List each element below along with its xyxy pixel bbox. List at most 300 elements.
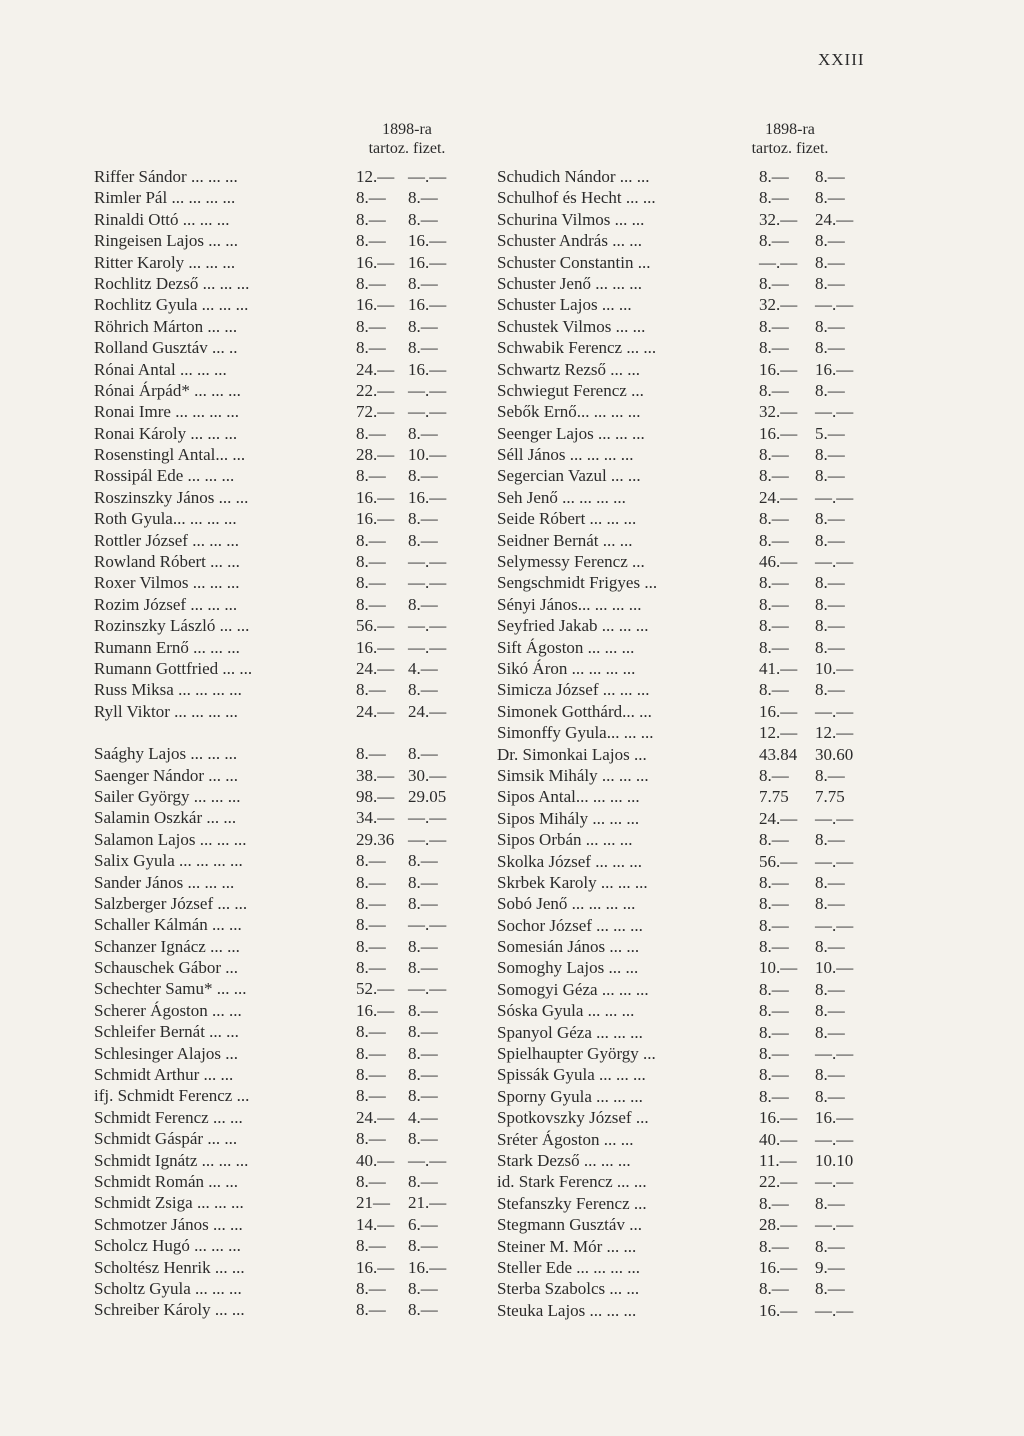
due-amount: 8.— bbox=[356, 915, 386, 935]
paid-amount: —.— bbox=[815, 1129, 854, 1149]
member-name: Salamin Oszkár ... ... bbox=[94, 808, 237, 828]
paid-amount: 8.— bbox=[815, 445, 845, 465]
list-item bbox=[497, 872, 887, 893]
member-name: Röhrich Márton ... ... bbox=[94, 316, 238, 336]
due-amount: 22.— bbox=[356, 380, 395, 400]
list-item bbox=[497, 1150, 887, 1171]
list-item bbox=[94, 572, 474, 593]
member-name: Schuster András ... ... bbox=[497, 231, 642, 251]
paid-amount: —.— bbox=[408, 1150, 447, 1170]
due-amount: 8.— bbox=[356, 872, 386, 892]
paid-amount: 8.— bbox=[408, 1000, 438, 1020]
paid-amount: 16.— bbox=[408, 252, 447, 272]
page-number: XXIII bbox=[818, 50, 865, 69]
header-year: 1898-ra bbox=[765, 121, 815, 138]
list-item bbox=[94, 530, 474, 551]
list-item bbox=[94, 1171, 474, 1192]
paid-amount: 8.— bbox=[815, 530, 845, 550]
member-name: Schreiber Károly ... ... bbox=[94, 1300, 245, 1320]
due-amount: 8.— bbox=[356, 680, 386, 700]
list-item bbox=[497, 936, 887, 957]
member-name: Séll János ... ... ... ... bbox=[497, 445, 634, 465]
due-amount: 16.— bbox=[759, 1108, 798, 1128]
due-amount: 98.— bbox=[356, 786, 395, 806]
due-amount: 56.— bbox=[759, 851, 798, 871]
list-item bbox=[94, 615, 474, 636]
due-amount: 8.— bbox=[759, 1022, 789, 1042]
due-amount: 8.— bbox=[759, 616, 789, 636]
paid-amount: 8.— bbox=[815, 637, 845, 657]
paid-amount: 8.— bbox=[408, 1278, 438, 1298]
list-item bbox=[497, 915, 887, 936]
list-item bbox=[497, 1064, 887, 1085]
member-name: Seh Jenő ... ... ... ... bbox=[497, 487, 626, 507]
paid-amount: 16.— bbox=[408, 295, 447, 315]
list-item bbox=[497, 423, 887, 444]
member-name: Steller Ede ... ... ... ... bbox=[497, 1257, 641, 1277]
paid-amount: 8.— bbox=[408, 872, 438, 892]
due-amount: 8.— bbox=[759, 445, 789, 465]
paid-amount: —.— bbox=[408, 402, 447, 422]
paid-amount: —.— bbox=[408, 979, 447, 999]
left-column-header bbox=[337, 120, 477, 158]
member-name: Schmidt Gáspár ... ... bbox=[94, 1129, 238, 1149]
list-item bbox=[497, 1236, 887, 1257]
paid-amount: —.— bbox=[815, 487, 854, 507]
header-year: 1898-ra bbox=[382, 121, 432, 138]
list-item bbox=[94, 359, 474, 380]
list-item bbox=[497, 786, 887, 807]
list-item bbox=[94, 1278, 474, 1299]
list-item bbox=[497, 594, 887, 615]
list-item bbox=[94, 273, 474, 294]
paid-amount: 16.— bbox=[815, 359, 854, 379]
paid-amount: 8.— bbox=[815, 937, 845, 957]
member-name: Scholcz Hugó ... ... ... bbox=[94, 1236, 241, 1256]
list-item bbox=[497, 679, 887, 700]
list-item bbox=[497, 508, 887, 529]
list-item bbox=[94, 872, 474, 893]
paid-amount: 10.— bbox=[408, 445, 447, 465]
member-name: Skolka József ... ... ... bbox=[497, 851, 642, 871]
paid-amount: 8.— bbox=[408, 1129, 438, 1149]
due-amount: 24.— bbox=[356, 1107, 395, 1127]
list-item bbox=[94, 316, 474, 337]
due-amount: —.— bbox=[759, 252, 798, 272]
member-name: Saenger Nándor ... ... bbox=[94, 765, 238, 785]
due-amount: 8.— bbox=[759, 338, 789, 358]
paid-amount: 8.— bbox=[815, 273, 845, 293]
due-amount: 8.— bbox=[759, 1001, 789, 1021]
member-name: Seenger Lajos ... ... ... bbox=[497, 423, 645, 443]
member-name: Rochlitz Gyula ... ... ... bbox=[94, 295, 249, 315]
list-item bbox=[94, 1299, 474, 1320]
paid-amount: —.— bbox=[815, 1300, 854, 1320]
paid-amount: 16.— bbox=[408, 487, 447, 507]
header-subtitle: tartoz. fizet. bbox=[751, 140, 829, 157]
paid-amount: 8.— bbox=[815, 1022, 845, 1042]
list-item bbox=[94, 807, 474, 828]
list-item bbox=[94, 294, 474, 315]
list-item bbox=[497, 658, 887, 679]
member-name: id. Stark Ferencz ... ... bbox=[497, 1172, 647, 1192]
paid-amount: 8.— bbox=[815, 616, 845, 636]
paid-amount: 8.— bbox=[815, 509, 845, 529]
paid-amount: —.— bbox=[815, 402, 854, 422]
due-amount: 16.— bbox=[356, 509, 395, 529]
due-amount: 8.— bbox=[759, 680, 789, 700]
list-item bbox=[497, 637, 887, 658]
paid-amount: —.— bbox=[815, 701, 854, 721]
list-item bbox=[94, 252, 474, 273]
paid-amount: 8.— bbox=[408, 1086, 438, 1106]
member-name: Rumann Gottfried ... ... bbox=[94, 658, 253, 678]
list-item bbox=[94, 679, 474, 700]
member-name: Rumann Ernő ... ... ... bbox=[94, 637, 240, 657]
paid-amount: 21.— bbox=[408, 1193, 447, 1213]
paid-amount: 8.— bbox=[408, 893, 438, 913]
paid-amount: —.— bbox=[408, 552, 447, 572]
group-separator bbox=[94, 722, 474, 743]
member-name: Seide Róbert ... ... ... bbox=[497, 509, 637, 529]
due-amount: 8.— bbox=[759, 830, 789, 850]
due-amount: 38.— bbox=[356, 765, 395, 785]
member-name: Sipos Orbán ... ... ... bbox=[497, 830, 633, 850]
member-name: Rónai Antal ... ... ... bbox=[94, 359, 227, 379]
member-name: Schuster Jenő ... ... ... bbox=[497, 273, 642, 293]
member-name: Somesián János ... ... bbox=[497, 937, 640, 957]
due-amount: 8.— bbox=[759, 1279, 789, 1299]
member-name: Scherer Ágoston ... ... bbox=[94, 1000, 242, 1020]
due-amount: 8.— bbox=[759, 765, 789, 785]
member-name: Rowland Róbert ... ... bbox=[94, 552, 240, 572]
paid-amount: 8.— bbox=[815, 1001, 845, 1021]
due-amount: 8.— bbox=[759, 1193, 789, 1213]
member-name: Sochor József ... ... ... bbox=[497, 915, 643, 935]
due-amount: 8.— bbox=[356, 188, 386, 208]
due-amount: 24.— bbox=[356, 359, 395, 379]
due-amount: 8.— bbox=[759, 231, 789, 251]
header-subtitle: tartoz. fizet. bbox=[368, 140, 446, 157]
due-amount: 21— bbox=[356, 1193, 390, 1213]
member-name: Segercian Vazul ... ... bbox=[497, 466, 641, 486]
list-item bbox=[94, 978, 474, 999]
paid-amount: 4.— bbox=[408, 1107, 438, 1127]
member-name: Sobó Jenő ... ... ... ... bbox=[497, 894, 636, 914]
member-name: Schwabik Ferencz ... ... bbox=[497, 338, 657, 358]
list-item bbox=[94, 765, 474, 786]
due-amount: 12.— bbox=[759, 723, 798, 743]
paid-amount: 8.— bbox=[815, 466, 845, 486]
due-amount: 8.— bbox=[356, 423, 386, 443]
member-name: Sebők Ernő... ... ... ... bbox=[497, 402, 641, 422]
due-amount: 8.— bbox=[356, 338, 386, 358]
paid-amount: 8.— bbox=[408, 1300, 438, 1320]
member-name: Schmidt Zsiga ... ... ... bbox=[94, 1193, 244, 1213]
paid-amount: 5.— bbox=[815, 423, 845, 443]
list-item bbox=[497, 1193, 887, 1214]
member-name: Seidner Bernát ... ... bbox=[497, 530, 633, 550]
due-amount: 12.— bbox=[356, 167, 395, 186]
member-name: Rozim József ... ... ... bbox=[94, 594, 238, 614]
member-name: Sréter Ágoston ... ... bbox=[497, 1129, 634, 1149]
member-name: Saághy Lajos ... ... ... bbox=[94, 744, 238, 764]
member-name: Skrbek Karoly ... ... ... bbox=[497, 872, 648, 892]
right-rows bbox=[497, 166, 887, 1321]
list-item bbox=[94, 487, 474, 508]
list-item bbox=[497, 1022, 887, 1043]
member-name: Selymessy Ferencz ... bbox=[497, 552, 645, 572]
due-amount: 24.— bbox=[356, 701, 395, 721]
paid-amount: 8.— bbox=[815, 594, 845, 614]
list-item bbox=[497, 444, 887, 465]
paid-amount: 8.— bbox=[815, 231, 845, 251]
paid-amount: 8.— bbox=[408, 423, 438, 443]
list-item bbox=[497, 572, 887, 593]
due-amount: 46.— bbox=[759, 552, 798, 572]
paid-amount: —.— bbox=[408, 616, 447, 636]
paid-amount: —.— bbox=[408, 808, 447, 828]
member-name: Simonffy Gyula... ... ... bbox=[497, 723, 654, 743]
list-item bbox=[497, 1214, 887, 1235]
due-amount: 8.— bbox=[759, 509, 789, 529]
list-item bbox=[94, 1064, 474, 1085]
member-name: Schechter Samu* ... ... bbox=[94, 979, 247, 999]
paid-amount: 8.— bbox=[815, 316, 845, 336]
paid-amount: 8.— bbox=[815, 252, 845, 272]
list-item bbox=[94, 423, 474, 444]
due-amount: 8.— bbox=[356, 209, 386, 229]
list-item bbox=[94, 1043, 474, 1064]
due-amount: 16.— bbox=[356, 252, 395, 272]
paid-amount: 16.— bbox=[815, 1108, 854, 1128]
member-name: Schmidt Román ... ... bbox=[94, 1171, 239, 1191]
paid-amount: 8.— bbox=[408, 1022, 438, 1042]
list-item bbox=[497, 166, 887, 187]
member-name: Ritter Karoly ... ... ... bbox=[94, 252, 236, 272]
list-item bbox=[497, 1300, 887, 1321]
member-name: Stefanszky Ferencz ... bbox=[497, 1193, 647, 1213]
list-item bbox=[94, 850, 474, 871]
paid-amount: —.— bbox=[408, 380, 447, 400]
due-amount: 8.— bbox=[759, 937, 789, 957]
due-amount: 8.— bbox=[356, 936, 386, 956]
list-item bbox=[94, 230, 474, 251]
due-amount: 8.— bbox=[356, 744, 386, 764]
member-name: Roth Gyula... ... ... ... bbox=[94, 509, 237, 529]
member-name: Scholtz Gyula ... ... ... bbox=[94, 1278, 242, 1298]
due-amount: 8.— bbox=[759, 573, 789, 593]
member-name: Salix Gyula ... ... ... ... bbox=[94, 851, 243, 871]
member-name: Schuster Constantin ... bbox=[497, 252, 651, 272]
paid-amount: 8.— bbox=[815, 1193, 845, 1213]
list-item bbox=[497, 744, 887, 765]
due-amount: 52.— bbox=[356, 979, 395, 999]
due-amount: 24.— bbox=[759, 487, 798, 507]
due-amount: 8.— bbox=[356, 1236, 386, 1256]
paid-amount: 9.— bbox=[815, 1257, 845, 1277]
paid-amount: 8.— bbox=[408, 958, 438, 978]
list-item bbox=[94, 337, 474, 358]
due-amount: 8.— bbox=[356, 1043, 386, 1063]
member-name: Schanzer Ignácz ... ... bbox=[94, 936, 240, 956]
list-item bbox=[94, 1128, 474, 1149]
member-name: Sipos Antal... ... ... ... bbox=[497, 787, 640, 807]
paid-amount: —.— bbox=[408, 167, 447, 186]
due-amount: 8.— bbox=[759, 1086, 789, 1106]
due-amount: 8.— bbox=[356, 466, 386, 486]
due-amount: 11.— bbox=[759, 1150, 797, 1170]
member-name: Sailer György ... ... ... bbox=[94, 786, 241, 806]
due-amount: 32.— bbox=[759, 402, 798, 422]
list-item bbox=[497, 294, 887, 315]
member-name: Rónai Árpád* ... ... ... bbox=[94, 380, 241, 400]
due-amount: 8.— bbox=[356, 1129, 386, 1149]
list-item bbox=[94, 1235, 474, 1256]
member-name: Schurina Vilmos ... ... bbox=[497, 209, 645, 229]
due-amount: 8.— bbox=[356, 1086, 386, 1106]
list-item bbox=[497, 230, 887, 251]
list-item bbox=[497, 1107, 887, 1128]
due-amount: 16.— bbox=[356, 637, 395, 657]
due-amount: 7.75 bbox=[759, 787, 789, 807]
due-amount: 8.— bbox=[759, 530, 789, 550]
member-name: Schaller Kálmán ... ... bbox=[94, 915, 242, 935]
paid-amount: 8.— bbox=[815, 1279, 845, 1299]
paid-amount: 8.— bbox=[408, 851, 438, 871]
due-amount: 28.— bbox=[759, 1215, 798, 1235]
member-name: Schauschek Gábor ... bbox=[94, 958, 238, 978]
paid-amount: 8.— bbox=[408, 744, 438, 764]
list-item bbox=[94, 551, 474, 572]
due-amount: 8.— bbox=[356, 273, 386, 293]
member-name: Seyfried Jakab ... ... ... bbox=[497, 616, 649, 636]
list-item bbox=[497, 401, 887, 422]
paid-amount: 8.— bbox=[815, 894, 845, 914]
list-item bbox=[94, 465, 474, 486]
list-item bbox=[497, 722, 887, 743]
paid-amount: 8.— bbox=[408, 273, 438, 293]
due-amount: 8.— bbox=[356, 552, 386, 572]
due-amount: 8.— bbox=[356, 1171, 386, 1191]
paid-amount: —.— bbox=[815, 1172, 854, 1192]
member-name: Rossipál Ede ... ... ... bbox=[94, 466, 235, 486]
member-name: Russ Miksa ... ... ... ... bbox=[94, 680, 242, 700]
list-item bbox=[94, 508, 474, 529]
member-name: Ronai Imre ... ... ... ... bbox=[94, 402, 239, 422]
list-item bbox=[94, 166, 474, 187]
due-amount: 8.— bbox=[759, 872, 789, 892]
paid-amount: 8.— bbox=[815, 167, 845, 186]
due-amount: 16.— bbox=[759, 423, 798, 443]
list-item bbox=[94, 786, 474, 807]
paid-amount: —.— bbox=[815, 295, 854, 315]
member-name: ifj. Schmidt Ferencz ... bbox=[94, 1086, 250, 1106]
paid-amount: —.— bbox=[815, 915, 854, 935]
member-name: Ryll Viktor ... ... ... ... bbox=[94, 701, 238, 721]
paid-amount: 8.— bbox=[408, 1065, 438, 1085]
member-name: Schwiegut Ferencz ... bbox=[497, 380, 644, 400]
member-name: Rolland Gusztáv ... .. bbox=[94, 338, 238, 358]
member-name: Rimler Pál ... ... ... ... bbox=[94, 188, 236, 208]
member-name: Sterba Szabolcs ... ... bbox=[497, 1279, 640, 1299]
list-item bbox=[497, 530, 887, 551]
paid-amount: 30.60 bbox=[815, 744, 854, 764]
list-item bbox=[497, 893, 887, 914]
paid-amount: 10.— bbox=[815, 658, 854, 678]
paid-amount: —.— bbox=[408, 637, 447, 657]
due-amount: 8.— bbox=[356, 231, 386, 251]
due-amount: 72.— bbox=[356, 402, 395, 422]
paid-amount: 8.— bbox=[815, 1065, 845, 1085]
list-item bbox=[497, 209, 887, 230]
list-item bbox=[94, 401, 474, 422]
member-name: Schmidt Arthur ... ... bbox=[94, 1065, 234, 1085]
due-amount: 8.— bbox=[759, 188, 789, 208]
paid-amount: 8.— bbox=[408, 680, 438, 700]
member-name: Schmidt Ignátz ... ... ... bbox=[94, 1150, 249, 1170]
due-amount: 8.— bbox=[759, 637, 789, 657]
list-item bbox=[94, 209, 474, 230]
paid-amount: 4.— bbox=[408, 658, 438, 678]
member-name: Schmotzer János ... ... bbox=[94, 1214, 243, 1234]
list-item bbox=[94, 701, 474, 722]
member-name: Schudich Nándor ... ... bbox=[497, 167, 650, 186]
member-name: Salamon Lajos ... ... ... bbox=[94, 829, 247, 849]
list-item bbox=[94, 1214, 474, 1235]
paid-amount: 8.— bbox=[815, 188, 845, 208]
paid-amount: 8.— bbox=[815, 338, 845, 358]
member-name: Rottler József ... ... ... bbox=[94, 530, 239, 550]
member-name: Sipos Mihály ... ... ... bbox=[497, 808, 640, 828]
list-item bbox=[497, 465, 887, 486]
due-amount: 8.— bbox=[759, 915, 789, 935]
paid-amount: —.— bbox=[815, 552, 854, 572]
list-item bbox=[94, 187, 474, 208]
member-name: Simonek Gotthárd... ... bbox=[497, 701, 652, 721]
due-amount: 16.— bbox=[356, 1000, 395, 1020]
member-name: Steiner M. Mór ... ... bbox=[497, 1236, 637, 1256]
due-amount: 8.— bbox=[356, 1300, 386, 1320]
member-name: Rozinszky László ... ... bbox=[94, 616, 250, 636]
due-amount: 8.— bbox=[356, 1278, 386, 1298]
due-amount: 22.— bbox=[759, 1172, 798, 1192]
due-amount: 16.— bbox=[356, 487, 395, 507]
paid-amount: 8.— bbox=[408, 1236, 438, 1256]
due-amount: 8.— bbox=[356, 316, 386, 336]
paid-amount: 8.— bbox=[408, 316, 438, 336]
list-item bbox=[497, 808, 887, 829]
member-name: Ringeisen Lajos ... ... bbox=[94, 231, 239, 251]
paid-amount: —.— bbox=[408, 573, 447, 593]
paid-amount: 8.— bbox=[408, 209, 438, 229]
paid-amount: 8.— bbox=[815, 979, 845, 999]
right-column-header bbox=[720, 120, 860, 158]
list-item bbox=[497, 765, 887, 786]
due-amount: 40.— bbox=[356, 1150, 395, 1170]
member-name: Somogyi Géza ... ... ... bbox=[497, 979, 649, 999]
paid-amount: 24.— bbox=[408, 701, 447, 721]
due-amount: 16.— bbox=[759, 359, 798, 379]
paid-amount: 8.— bbox=[408, 1171, 438, 1191]
paid-amount: —.— bbox=[815, 808, 854, 828]
paid-amount: 29.05 bbox=[408, 786, 447, 806]
due-amount: 24.— bbox=[759, 808, 798, 828]
list-item bbox=[497, 380, 887, 401]
due-amount: 32.— bbox=[759, 295, 798, 315]
member-name: Rosenstingl Antal... ... bbox=[94, 445, 246, 465]
due-amount: 8.— bbox=[759, 466, 789, 486]
